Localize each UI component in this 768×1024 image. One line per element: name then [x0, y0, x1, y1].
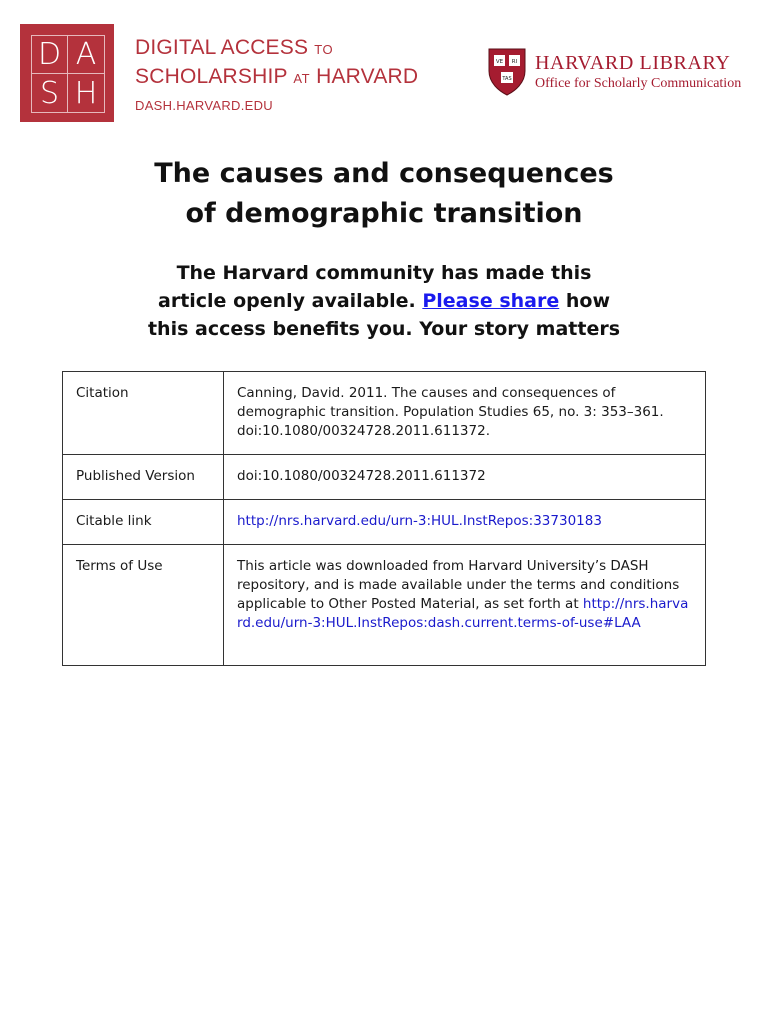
dash-url[interactable]: DASH.HARVARD.EDU [135, 98, 273, 113]
dash-wordmark [135, 34, 418, 113]
dash-wordmark-line1: DIGITAL ACCESS TO [135, 36, 334, 59]
terms-of-use-link[interactable]: http://nrs.harvard.edu/urn-3:HUL.InstRepos:dash.current.terms-of-use#LAA [237, 596, 689, 631]
please-share-link[interactable]: Please share [422, 290, 560, 312]
citation-label: Citation [63, 372, 224, 455]
share-line3: this access benefits you. Your story matters [147, 318, 621, 340]
citation-value: Canning, David. 2011. The causes and consequences of demographic transition. Population Studies 65, no. 3: 353–361. doi:10.1080/00324728.2011.611372. [224, 372, 706, 455]
citable-link[interactable]: http://nrs.harvard.edu/urn-3:HUL.InstRepos:33730183 [237, 513, 602, 529]
metadata-table [62, 371, 706, 666]
terms-of-use-label: Terms of Use [63, 545, 224, 666]
library-subtitle: Office for Scholarly Communication [535, 76, 742, 91]
dash-logo [20, 24, 114, 122]
share-line2: article openly available. Please share how [158, 290, 610, 312]
shield-text-ve: VE [495, 59, 504, 65]
table-row-published-version [63, 455, 706, 500]
published-version-value: doi:10.1080/00324728.2011.611372 [224, 455, 706, 500]
dash-logo-letter-h: H [74, 75, 98, 111]
table-row-terms-of-use [63, 545, 706, 666]
dash-wordmark-line2: SCHOLARSHIP AT HARVARD [135, 65, 419, 88]
dash-logo-letter-a: A [68, 36, 104, 74]
citable-link-label: Citable link [63, 500, 224, 545]
dash-logo-letter-s: S [32, 74, 68, 112]
citable-link-cell [224, 500, 706, 545]
published-version-label: Published Version [63, 455, 224, 500]
terms-of-use-value [224, 545, 706, 666]
library-title: HARVARD LIBRARY [535, 52, 731, 74]
dash-logo-letter-d: D [32, 36, 68, 74]
harvard-library-wordmark [535, 52, 741, 94]
article-title-line2: of demographic transition [185, 198, 583, 229]
harvard-shield-icon [487, 47, 527, 97]
article-title-line1: The causes and consequences [154, 158, 614, 189]
shield-text-ri: RI [511, 59, 518, 65]
shield-text-tas: TAS [502, 76, 512, 82]
table-row-citation [63, 372, 706, 455]
terms-of-use-text: This article was downloaded from Harvard University’s DASH repository, and is made available under the terms and conditions applicable to Other Posted Material, as set forth at [237, 558, 680, 612]
share-notice [0, 259, 768, 343]
article-title [0, 154, 768, 234]
table-row-citable-link [63, 500, 706, 545]
share-line1: The Harvard community has made this [176, 262, 592, 284]
